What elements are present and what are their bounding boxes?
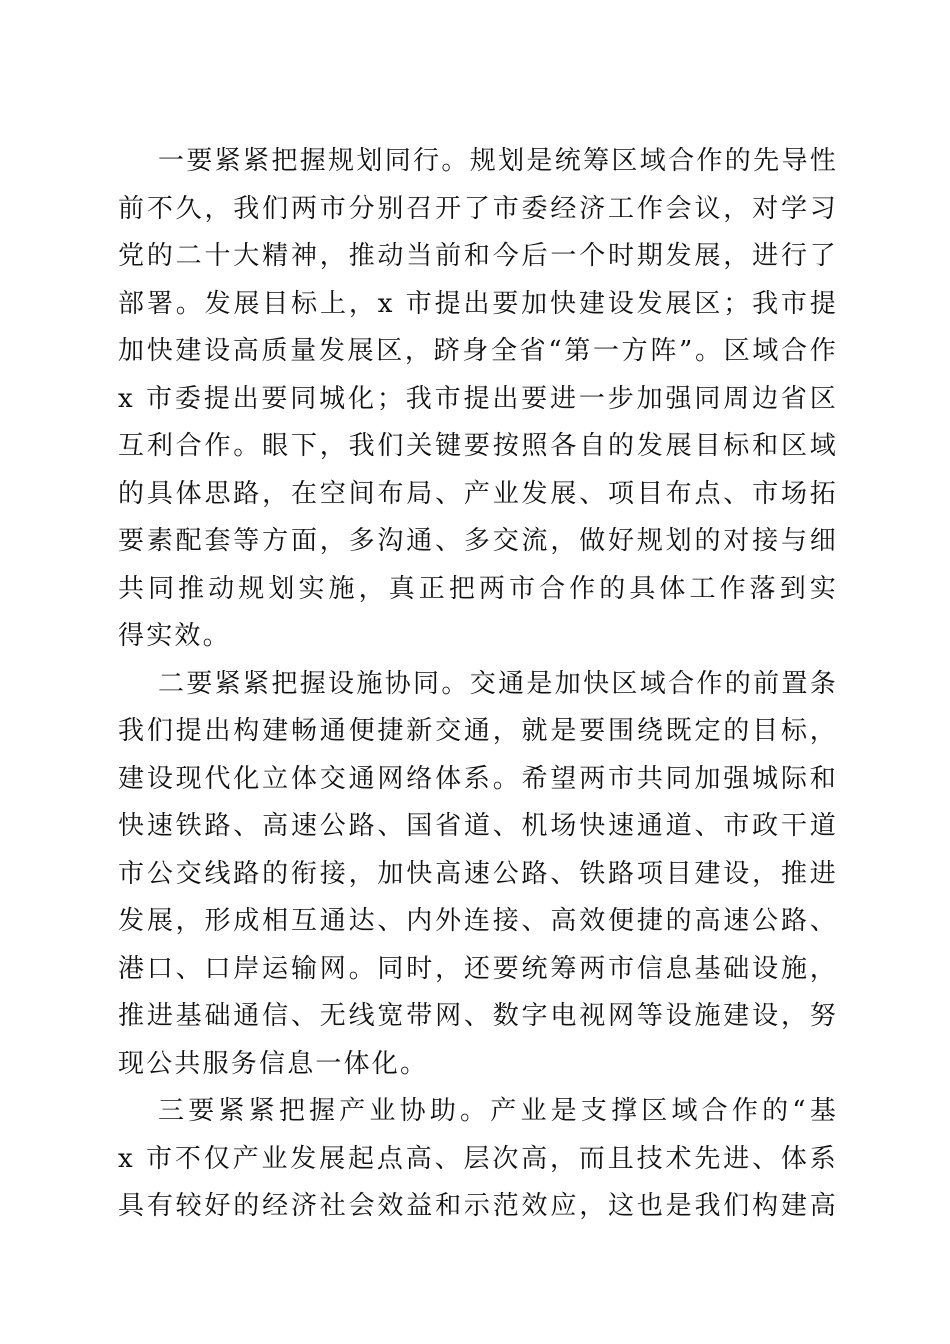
paragraph-2-line-5: 市公交线路的衔接，加快高速公路、铁路项目建设，推进 bbox=[118, 858, 838, 889]
paragraph-1-line-5: 加快建设高质量发展区，跻身全省“第一方阵”。区域合作 bbox=[118, 336, 838, 366]
paragraph-1-line-10: 共同推动规划实施，真正把两市合作的具体工作落到实 bbox=[118, 573, 838, 604]
paragraph-1-line-7: 互利合作。眼下，我们关键要按照各自的发展目标和区域 bbox=[118, 431, 838, 461]
paragraph-1-line-8: 的具体思路，在空间布局、产业发展、项目布点、市场拓 bbox=[118, 478, 838, 509]
paragraph-1-line-4: 部署。发展目标上，x 市提出要加快建设发展区；我市提 bbox=[118, 288, 838, 319]
paragraph-2-line-1: 二要紧紧把握设施协同。交通是加快区域合作的前置条 bbox=[158, 668, 838, 699]
paragraph-3-line-1: 三要紧紧把握产业协助。产业是支撑区域合作的“基 bbox=[158, 1096, 838, 1126]
paragraph-3-line-3: 具有较好的经济社会效益和示范效应，这也是我们构建高 bbox=[118, 1191, 838, 1221]
paragraph-1-line-11: 得实效。 bbox=[118, 621, 231, 651]
paragraph-1-line-3: 党的二十大精神，推动当前和今后一个时期发展，进行了 bbox=[118, 241, 838, 271]
paragraph-1-line-9: 要素配套等方面，多沟通、多交流，做好规划的对接与细 bbox=[118, 526, 838, 556]
paragraph-3-line-2: x 市不仅产业发展起点高、层次高，而且技术先进、体系 bbox=[118, 1143, 838, 1174]
paragraph-2-line-3: 建设现代化立体交通网络体系。希望两市共同加强城际和 bbox=[118, 763, 838, 794]
paragraph-2-line-4: 快速铁路、高速公路、国省道、机场快速通道、市政干道 bbox=[118, 811, 838, 841]
paragraph-2-line-6: 发展，形成相互通达、内外连接、高效便捷的高速公路、 bbox=[118, 906, 838, 936]
paragraph-2-line-8: 推进基础通信、无线宽带网、数字电视网等设施建设，努 bbox=[118, 1001, 838, 1031]
paragraph-2-line-7: 港口、口岸运输网。同时，还要统筹两市信息基础设施， bbox=[118, 953, 838, 984]
paragraph-1-line-2: 前不久，我们两市分别召开了市委经济工作会议，对学习 bbox=[118, 193, 838, 224]
document-body bbox=[118, 138, 838, 1231]
paragraph-2-line-9: 现公共服务信息一体化。 bbox=[118, 1048, 429, 1079]
paragraph-1-line-6: x 市委提出要同城化；我市提出要进一步加强同周边省区 bbox=[118, 383, 838, 414]
paragraph-2-line-2: 我们提出构建畅通便捷新交通，就是要围绕既定的目标， bbox=[118, 716, 838, 746]
paragraph-1-line-1: 一要紧紧把握规划同行。规划是统筹区域合作的先导性 bbox=[158, 146, 838, 176]
